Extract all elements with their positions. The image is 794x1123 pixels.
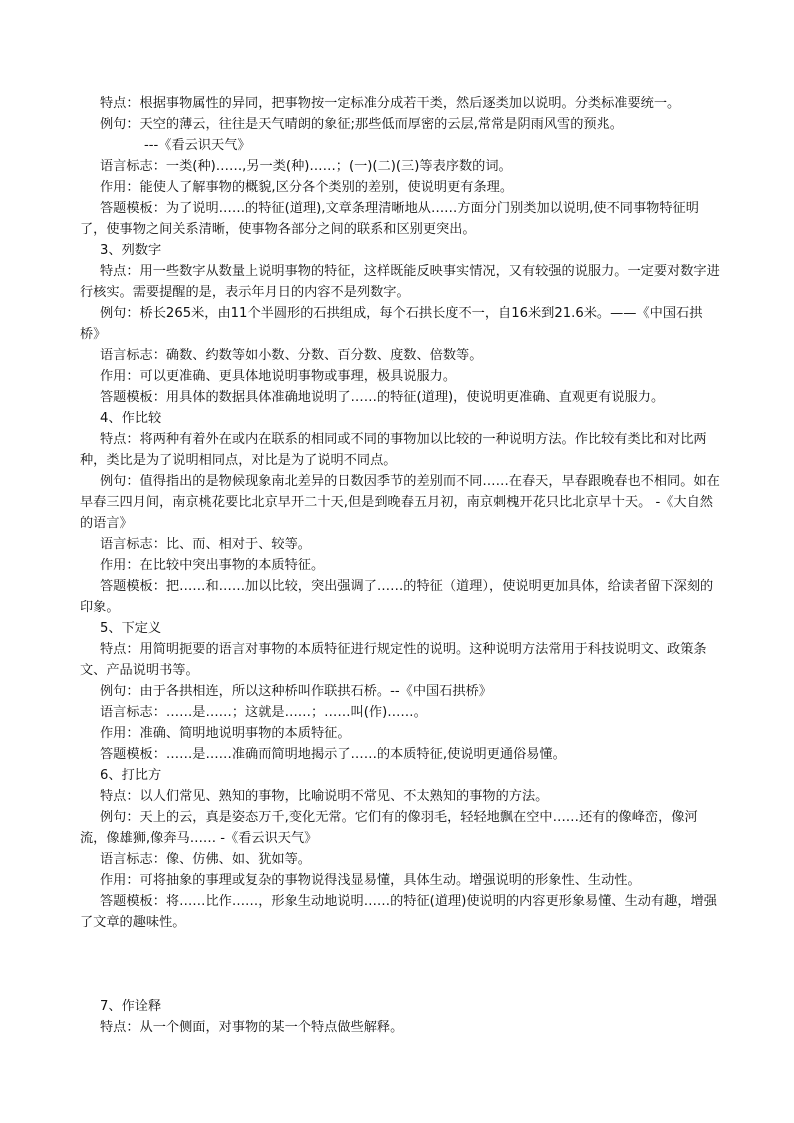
definition-markers: 语言标志：……是……；这就是……；……叫(作)……。 xyxy=(100,705,427,720)
metaphor-template: 答题模板：将……比作……，形象生动地说明……的特征(道理)使说明的内容更形象易懂、生动有趣，增强了文章的趣味性。 xyxy=(80,894,717,930)
metaphor-example: 例句：天上的云，真是姿态万千,变化无常。它们有的像羽毛，轻轻地飘在空中……还有的像峰峦，像河流，像雄狮,像奔马…… -《看云识天气》 xyxy=(80,810,698,846)
classification-effect: 作用：能使人了解事物的概貌,区分各个类别的差别，使说明更有条理。 xyxy=(100,180,514,195)
classification-feature: 特点：根据事物属性的异同，把事物按一定标准分成若干类，然后逐类加以说明。分类标准要统一。 xyxy=(100,96,681,111)
comparison-template: 答题模板：把……和……加以比较，突出强调了……的特征（道理），使说明更加具体，给读者留下深刻的印象。 xyxy=(80,579,714,615)
classification-example-source: ---《看云识天气》 xyxy=(144,138,251,153)
comparison-markers: 语言标志：比、而、相对于、较等。 xyxy=(100,537,311,552)
numbers-example: 例句：桥长265米，由11个半圆形的石拱组成，每个石拱长度不一，自16米到21.6米。——《中国石拱桥》 xyxy=(80,306,703,342)
section-heading-definition: 5、下定义 xyxy=(100,621,162,636)
metaphor-markers: 语言标志：像、仿佛、如、犹如等。 xyxy=(100,852,311,867)
section-heading-numbers: 3、列数字 xyxy=(100,243,162,258)
document-body xyxy=(80,93,720,1038)
definition-feature: 特点：用简明扼要的语言对事物的本质特征进行规定性的说明。这种说明方法常用于科技说明文、政策条文、产品说明书等。 xyxy=(80,642,707,678)
numbers-markers: 语言标志：确数、约数等如小数、分数、百分数、度数、倍数等。 xyxy=(100,348,483,363)
classification-example: 例句：天空的薄云，往往是天气晴朗的象征;那些低而厚密的云层,常常是阴雨风雪的预兆。 xyxy=(100,117,623,132)
classification-template: 答题模板：为了说明……的特征(道理),文章条理清晰地从……方面分门别类加以说明,使不同事物特征明了，使事物之间关系清晰，使事物各部分之间的联系和区别更突出。 xyxy=(80,201,699,237)
comparison-feature: 特点：将两种有着外在或内在联系的相同或不同的事物加以比较的一种说明方法。作比较有类比和对比两种，类比是为了说明相同点，对比是为了说明不同点。 xyxy=(80,432,707,468)
numbers-feature: 特点：用一些数字从数量上说明事物的特征，这样既能反映事实情况，又有较强的说服力。一定要对数字进行核实。需要提醒的是，表示年月日的内容不是列数字。 xyxy=(80,264,720,300)
comparison-example: 例句：值得指出的是物候现象南北差异的日数因季节的差别而不同……在春天，早春跟晚春也不相同。如在早春三四月间，南京桃花要比北京早开二十天,但是到晚春五月初，南京刺槐开花只比北京早十天。 -《大自然的语言》 xyxy=(80,474,720,531)
definition-example: 例句：由于各拱相连，所以这种桥叫作联拱石桥。--《中国石拱桥》 xyxy=(100,684,492,699)
interpretation-feature: 特点：从一个侧面，对事物的某一个特点做些解释。 xyxy=(100,1020,404,1035)
definition-template: 答题模板：……是……准确而简明地揭示了……的本质特征,使说明更通俗易懂。 xyxy=(100,747,566,762)
numbers-effect: 作用：可以更准确、更具体地说明事物或事理，极具说服力。 xyxy=(100,369,457,384)
comparison-effect: 作用：在比较中突出事物的本质特征。 xyxy=(100,558,325,573)
section-heading-comparison: 4、作比较 xyxy=(100,411,162,426)
definition-effect: 作用：准确、简明地说明事物的本质特征。 xyxy=(100,726,351,741)
section-heading-metaphor: 6、打比方 xyxy=(100,768,162,783)
numbers-template: 答题模板：用具体的数据具体准确地说明了……的特征(道理)，使说明更准确、直观更有说服力。 xyxy=(100,390,665,405)
classification-markers: 语言标志：一类(种)……,另一类(种)……；(一)(二)(三)等表序数的词。 xyxy=(100,159,512,174)
metaphor-feature: 特点：以人们常见、熟知的事物，比喻说明不常见、不太熟知的事物的方法。 xyxy=(100,789,549,804)
blank-space xyxy=(80,933,720,996)
section-heading-interpretation: 7、作诠释 xyxy=(100,999,162,1014)
metaphor-effect: 作用：可将抽象的事理或复杂的事物说得浅显易懂，具体生动。增强说明的形象性、生动性。 xyxy=(100,873,641,888)
